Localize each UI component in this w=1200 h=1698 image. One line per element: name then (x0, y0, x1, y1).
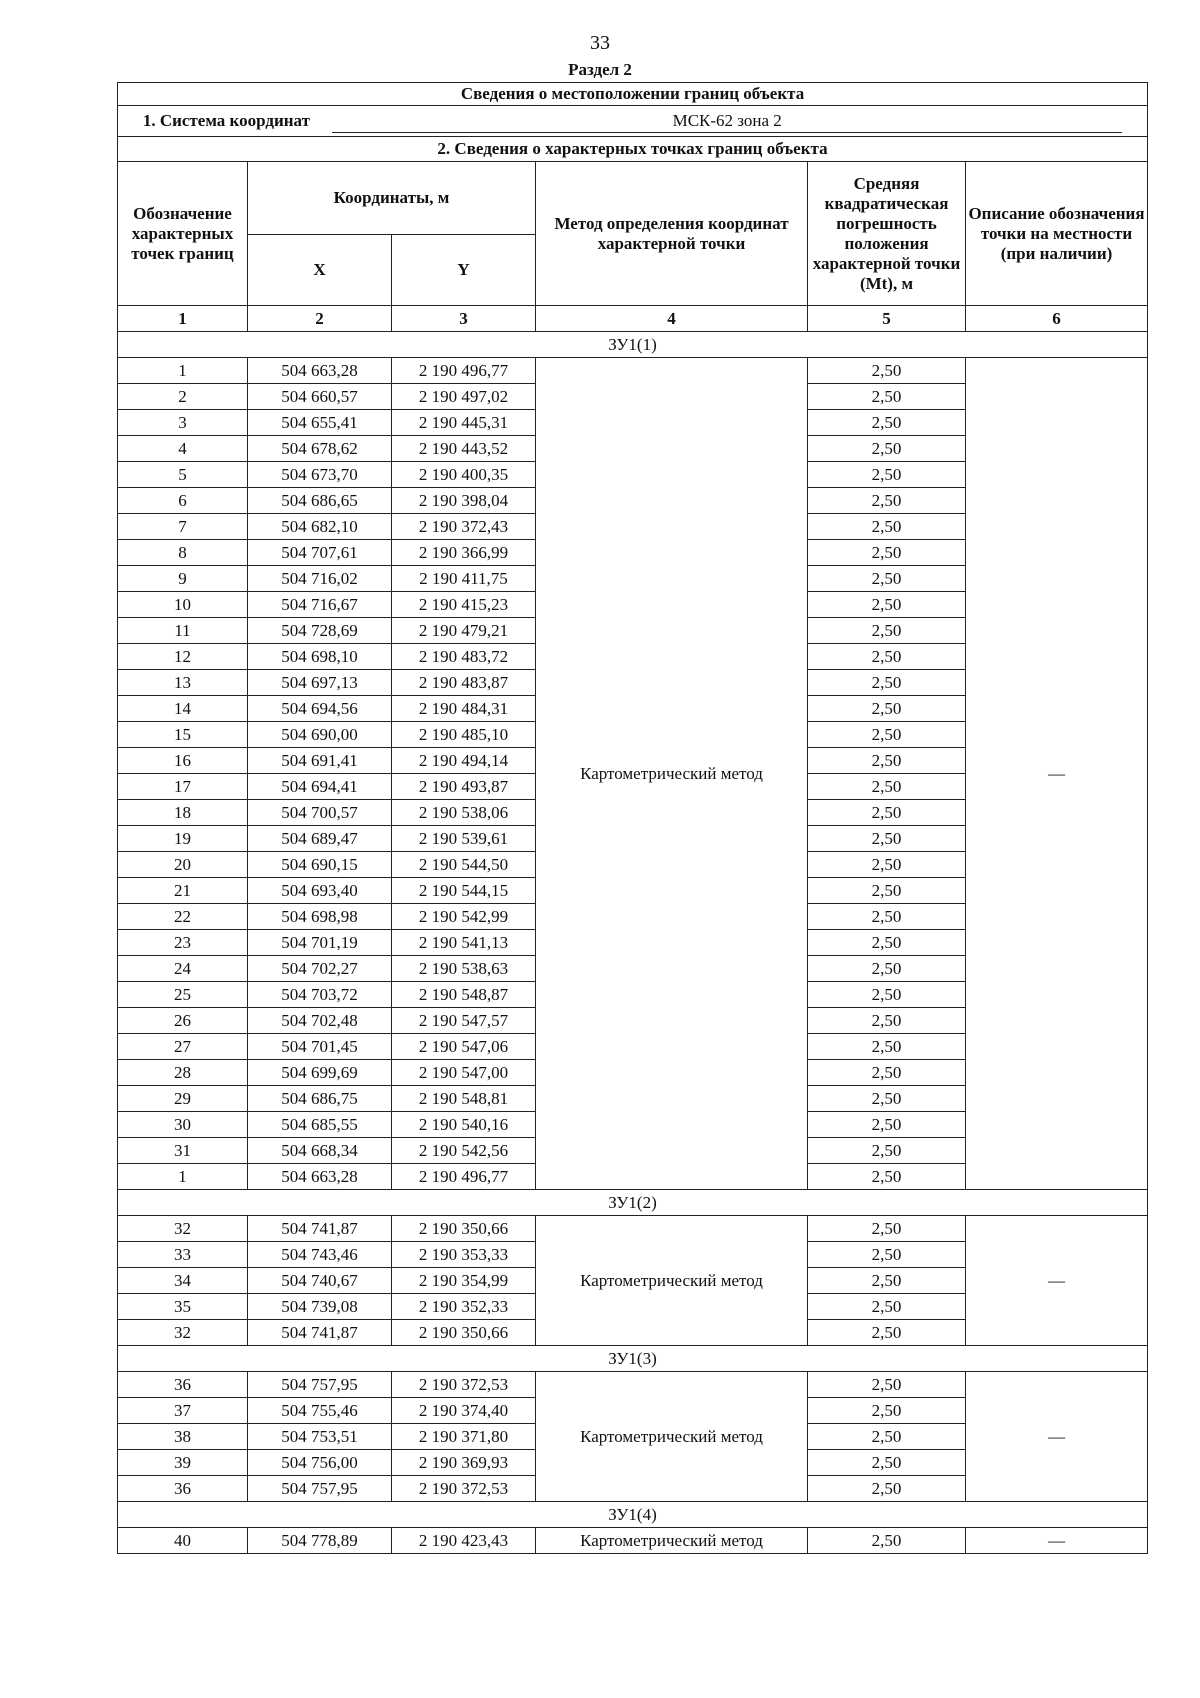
coord-x: 504 694,56 (248, 696, 392, 722)
description-cell: — (966, 358, 1148, 1190)
coord-x: 504 678,62 (248, 436, 392, 462)
error-value: 2,50 (808, 1528, 966, 1554)
group-label: ЗУ1(4) (118, 1502, 1148, 1528)
group-row (118, 1190, 1148, 1216)
point-number: 32 (118, 1216, 248, 1242)
error-value: 2,50 (808, 800, 966, 826)
error-value: 2,50 (808, 1086, 966, 1112)
point-number: 30 (118, 1112, 248, 1138)
coord-y: 2 190 398,04 (392, 488, 536, 514)
page-number: 33 (590, 32, 610, 54)
point-number: 5 (118, 462, 248, 488)
coord-y: 2 190 538,63 (392, 956, 536, 982)
group-row (118, 1502, 1148, 1528)
point-number: 36 (118, 1476, 248, 1502)
error-value: 2,50 (808, 1476, 966, 1502)
header-x: X (248, 235, 392, 306)
coord-y: 2 190 423,43 (392, 1528, 536, 1554)
point-number: 2 (118, 384, 248, 410)
point-number: 26 (118, 1008, 248, 1034)
coord-y: 2 190 411,75 (392, 566, 536, 592)
coord-y: 2 190 479,21 (392, 618, 536, 644)
table-row (118, 1372, 1148, 1398)
error-value: 2,50 (808, 1294, 966, 1320)
coord-system-row (118, 106, 1148, 137)
column-number: 4 (536, 306, 808, 332)
point-number: 1 (118, 358, 248, 384)
point-number: 40 (118, 1528, 248, 1554)
coord-x: 504 685,55 (248, 1112, 392, 1138)
error-value: 2,50 (808, 1112, 966, 1138)
coord-x: 504 663,28 (248, 358, 392, 384)
error-value: 2,50 (808, 592, 966, 618)
coord-x: 504 690,00 (248, 722, 392, 748)
coord-y: 2 190 415,23 (392, 592, 536, 618)
error-value: 2,50 (808, 774, 966, 800)
error-value: 2,50 (808, 644, 966, 670)
coord-x: 504 690,15 (248, 852, 392, 878)
header-coords: Координаты, м (248, 162, 536, 235)
error-value: 2,50 (808, 930, 966, 956)
coord-y: 2 190 544,50 (392, 852, 536, 878)
coord-y: 2 190 350,66 (392, 1320, 536, 1346)
point-number: 11 (118, 618, 248, 644)
coord-x: 504 716,67 (248, 592, 392, 618)
point-number: 31 (118, 1138, 248, 1164)
error-value: 2,50 (808, 904, 966, 930)
point-number: 32 (118, 1320, 248, 1346)
error-value: 2,50 (808, 566, 966, 592)
group-label: ЗУ1(3) (118, 1346, 1148, 1372)
coord-x: 504 739,08 (248, 1294, 392, 1320)
coord-x: 504 691,41 (248, 748, 392, 774)
error-value: 2,50 (808, 1060, 966, 1086)
coord-x: 504 757,95 (248, 1372, 392, 1398)
table-title-row (118, 83, 1148, 106)
error-value: 2,50 (808, 982, 966, 1008)
point-number: 29 (118, 1086, 248, 1112)
coord-system-label: 1. Система координат (142, 110, 310, 130)
error-value: 2,50 (808, 1372, 966, 1398)
point-number: 34 (118, 1268, 248, 1294)
coord-y: 2 190 542,99 (392, 904, 536, 930)
group-label: ЗУ1(2) (118, 1190, 1148, 1216)
point-number: 13 (118, 670, 248, 696)
error-value: 2,50 (808, 1268, 966, 1294)
coord-x: 504 668,34 (248, 1138, 392, 1164)
group-label: ЗУ1(1) (118, 332, 1148, 358)
points-subtitle: 2. Сведения о характерных точках границ объекта (118, 137, 1148, 162)
error-value: 2,50 (808, 670, 966, 696)
boundary-points-table (117, 82, 1148, 1554)
column-number: 2 (248, 306, 392, 332)
error-value: 2,50 (808, 1164, 966, 1190)
description-cell: — (966, 1216, 1148, 1346)
points-subtitle-row (118, 137, 1148, 162)
coord-y: 2 190 485,10 (392, 722, 536, 748)
coord-y: 2 190 542,56 (392, 1138, 536, 1164)
header-y: Y (392, 235, 536, 306)
error-value: 2,50 (808, 696, 966, 722)
coord-y: 2 190 366,99 (392, 540, 536, 566)
coord-x: 504 757,95 (248, 1476, 392, 1502)
error-value: 2,50 (808, 410, 966, 436)
error-value: 2,50 (808, 1138, 966, 1164)
group-row (118, 332, 1148, 358)
coord-x: 504 701,19 (248, 930, 392, 956)
point-number: 38 (118, 1424, 248, 1450)
coord-x: 504 655,41 (248, 410, 392, 436)
point-number: 16 (118, 748, 248, 774)
coord-x: 504 660,57 (248, 384, 392, 410)
coord-y: 2 190 443,52 (392, 436, 536, 462)
coord-y: 2 190 371,80 (392, 1424, 536, 1450)
point-number: 36 (118, 1372, 248, 1398)
coord-x: 504 694,41 (248, 774, 392, 800)
coord-y: 2 190 483,72 (392, 644, 536, 670)
table-title: Сведения о местоположении границ объекта (118, 83, 1148, 106)
header-row-top (118, 162, 1148, 235)
coord-x: 504 673,70 (248, 462, 392, 488)
group-row (118, 1346, 1148, 1372)
point-number: 27 (118, 1034, 248, 1060)
error-value: 2,50 (808, 618, 966, 644)
point-number: 18 (118, 800, 248, 826)
coord-y: 2 190 354,99 (392, 1268, 536, 1294)
coord-y: 2 190 493,87 (392, 774, 536, 800)
coord-x: 504 693,40 (248, 878, 392, 904)
point-number: 6 (118, 488, 248, 514)
error-value: 2,50 (808, 826, 966, 852)
error-value: 2,50 (808, 358, 966, 384)
point-number: 12 (118, 644, 248, 670)
table-row (118, 1528, 1148, 1554)
error-value: 2,50 (808, 488, 966, 514)
coord-x: 504 728,69 (248, 618, 392, 644)
point-number: 17 (118, 774, 248, 800)
error-value: 2,50 (808, 540, 966, 566)
coord-x: 504 702,27 (248, 956, 392, 982)
method-cell: Картометрический метод (536, 358, 808, 1190)
point-number: 10 (118, 592, 248, 618)
coord-x: 504 686,65 (248, 488, 392, 514)
point-number: 1 (118, 1164, 248, 1190)
point-number: 20 (118, 852, 248, 878)
table-row (118, 358, 1148, 384)
coord-x: 504 699,69 (248, 1060, 392, 1086)
coord-y: 2 190 496,77 (392, 1164, 536, 1190)
coord-y: 2 190 547,00 (392, 1060, 536, 1086)
column-numbers-row (118, 306, 1148, 332)
coord-y: 2 190 372,53 (392, 1372, 536, 1398)
error-value: 2,50 (808, 1398, 966, 1424)
error-value: 2,50 (808, 1450, 966, 1476)
column-number: 5 (808, 306, 966, 332)
coord-y: 2 190 372,53 (392, 1476, 536, 1502)
error-value: 2,50 (808, 748, 966, 774)
coord-x: 504 741,87 (248, 1216, 392, 1242)
coord-x: 504 778,89 (248, 1528, 392, 1554)
coord-y: 2 190 350,66 (392, 1216, 536, 1242)
coord-y: 2 190 484,31 (392, 696, 536, 722)
error-value: 2,50 (808, 462, 966, 488)
method-cell: Картометрический метод (536, 1528, 808, 1554)
coord-y: 2 190 374,40 (392, 1398, 536, 1424)
coord-x: 504 743,46 (248, 1242, 392, 1268)
error-value: 2,50 (808, 878, 966, 904)
point-number: 22 (118, 904, 248, 930)
coord-x: 504 703,72 (248, 982, 392, 1008)
header-error: Средняя квадратическая погрешность положения характерной точки (Mt), м (808, 162, 966, 306)
coord-y: 2 190 540,16 (392, 1112, 536, 1138)
error-value: 2,50 (808, 722, 966, 748)
coord-y: 2 190 548,87 (392, 982, 536, 1008)
coord-x: 504 686,75 (248, 1086, 392, 1112)
column-number: 1 (118, 306, 248, 332)
point-number: 3 (118, 410, 248, 436)
coord-y: 2 190 483,87 (392, 670, 536, 696)
error-value: 2,50 (808, 514, 966, 540)
point-number: 25 (118, 982, 248, 1008)
coord-x: 504 682,10 (248, 514, 392, 540)
coord-x: 504 756,00 (248, 1450, 392, 1476)
header-description: Описание обозначения точки на местности (при наличии) (966, 162, 1148, 306)
method-cell: Картометрический метод (536, 1372, 808, 1502)
coord-x: 504 741,87 (248, 1320, 392, 1346)
error-value: 2,50 (808, 436, 966, 462)
coord-y: 2 190 353,33 (392, 1242, 536, 1268)
coord-y: 2 190 372,43 (392, 514, 536, 540)
point-number: 33 (118, 1242, 248, 1268)
coord-y: 2 190 539,61 (392, 826, 536, 852)
error-value: 2,50 (808, 1242, 966, 1268)
error-value: 2,50 (808, 1008, 966, 1034)
coord-x: 504 701,45 (248, 1034, 392, 1060)
error-value: 2,50 (808, 1034, 966, 1060)
point-number: 15 (118, 722, 248, 748)
table-row (118, 1216, 1148, 1242)
coord-x: 504 697,13 (248, 670, 392, 696)
error-value: 2,50 (808, 1216, 966, 1242)
coord-x: 504 700,57 (248, 800, 392, 826)
coord-x: 504 707,61 (248, 540, 392, 566)
header-method: Метод определения координат характерной точки (536, 162, 808, 306)
point-number: 8 (118, 540, 248, 566)
error-value: 2,50 (808, 1320, 966, 1346)
coord-y: 2 190 538,06 (392, 800, 536, 826)
point-number: 39 (118, 1450, 248, 1476)
coord-x: 504 698,10 (248, 644, 392, 670)
point-number: 14 (118, 696, 248, 722)
point-number: 4 (118, 436, 248, 462)
coord-y: 2 190 494,14 (392, 748, 536, 774)
column-number: 6 (966, 306, 1148, 332)
coord-x: 504 740,67 (248, 1268, 392, 1294)
point-number: 28 (118, 1060, 248, 1086)
coord-x: 504 698,98 (248, 904, 392, 930)
point-number: 24 (118, 956, 248, 982)
point-number: 37 (118, 1398, 248, 1424)
coord-y: 2 190 352,33 (392, 1294, 536, 1320)
column-number: 3 (392, 306, 536, 332)
method-cell: Картометрический метод (536, 1216, 808, 1346)
coord-x: 504 663,28 (248, 1164, 392, 1190)
coord-y: 2 190 544,15 (392, 878, 536, 904)
point-number: 23 (118, 930, 248, 956)
coord-y: 2 190 445,31 (392, 410, 536, 436)
coord-y: 2 190 548,81 (392, 1086, 536, 1112)
point-number: 7 (118, 514, 248, 540)
coord-system-value: МСК-62 зона 2 (332, 110, 1122, 133)
error-value: 2,50 (808, 956, 966, 982)
section-title: Раздел 2 (568, 60, 632, 79)
coord-y: 2 190 496,77 (392, 358, 536, 384)
coord-x: 504 716,02 (248, 566, 392, 592)
point-number: 9 (118, 566, 248, 592)
error-value: 2,50 (808, 852, 966, 878)
coord-x: 504 689,47 (248, 826, 392, 852)
point-number: 21 (118, 878, 248, 904)
coord-y: 2 190 369,93 (392, 1450, 536, 1476)
coord-y: 2 190 541,13 (392, 930, 536, 956)
description-cell: — (966, 1372, 1148, 1502)
error-value: 2,50 (808, 1424, 966, 1450)
coord-y: 2 190 400,35 (392, 462, 536, 488)
coord-x: 504 753,51 (248, 1424, 392, 1450)
coord-x: 504 702,48 (248, 1008, 392, 1034)
point-number: 35 (118, 1294, 248, 1320)
point-number: 19 (118, 826, 248, 852)
error-value: 2,50 (808, 384, 966, 410)
description-cell: — (966, 1528, 1148, 1554)
coord-x: 504 755,46 (248, 1398, 392, 1424)
coord-y: 2 190 547,06 (392, 1034, 536, 1060)
coord-y: 2 190 497,02 (392, 384, 536, 410)
header-designation: Обозначение характерных точек границ (118, 162, 248, 306)
coord-y: 2 190 547,57 (392, 1008, 536, 1034)
